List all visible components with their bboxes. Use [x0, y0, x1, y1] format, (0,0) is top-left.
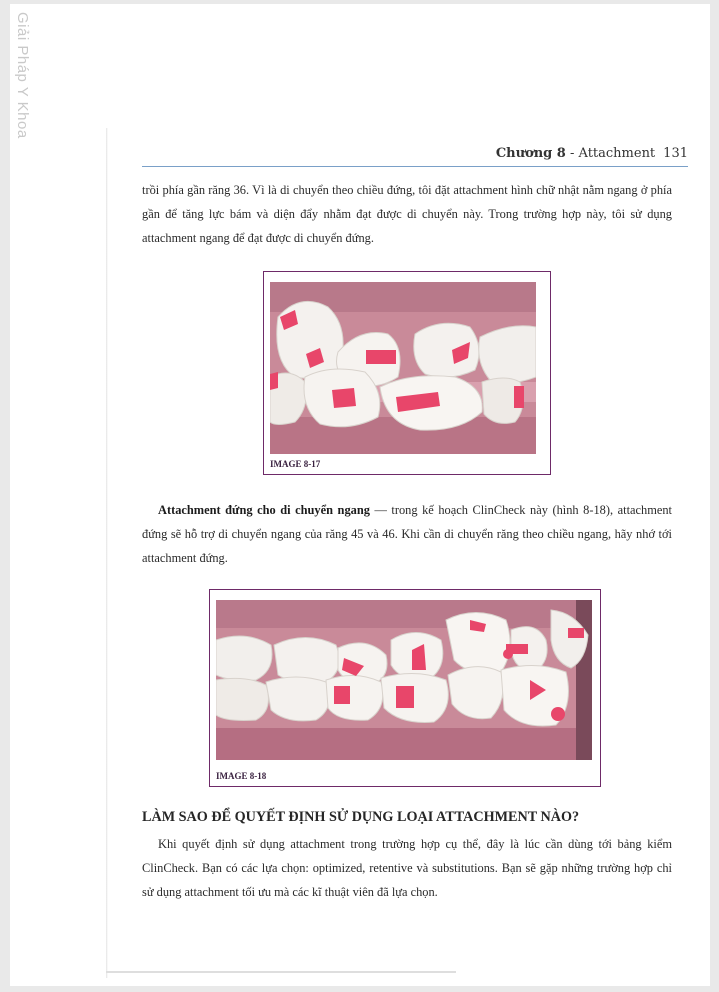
header-rule: [142, 166, 688, 167]
paragraph-3: Khi quyết định sử dụng attachment trong trường hợp cụ thể, đây là lúc cần dùng tới bảng kiểm ClinCheck. Bạn có các lựa chọn: optimized, retentive và substitutions. Bạn sẽ gặp những trường hợp chỉ sử dụng attachment tối ưu mà các kĩ thuật viên đã lựa chọn.: [142, 837, 672, 899]
paragraph-2-body: — trong kế hoạch ClinCheck này (hình 8-18), attachment đứng sẽ hỗ trợ di chuyển ngang của răng 45 và 46. Khi cần di chuyển răng theo chiều ngang, hãy nhớ tới attachment đứng.: [142, 503, 672, 565]
figure-image-8-18: [209, 589, 601, 787]
clincheck-render-8-17: [270, 282, 536, 454]
bottom-page-rule: [106, 971, 456, 973]
page-number: 131: [663, 146, 688, 161]
clincheck-render-8-18: [216, 600, 592, 760]
side-watermark: Giải Pháp Y Khoa: [14, 12, 31, 139]
running-header: [142, 146, 688, 161]
chapter-label: Chương 8: [495, 146, 566, 161]
paragraph-2-lead: Attachment đứng cho di chuyển ngang: [158, 503, 370, 517]
page-gutter-shadow: [106, 128, 108, 978]
figure-label-8-17: IMAGE 8-17: [270, 459, 321, 469]
chapter-topic: Attachment: [578, 146, 656, 161]
paragraph-1: trồi phía gần răng 36. Vì là di chuyển theo chiều đứng, tôi đặt attachment hình chữ nhật nằm ngang ở phía gần để tăng lực bám và diện đẩy nhằm đạt được di chuyển này. Trong trường hợp này, tôi sử dụng attachment ngang để đạt được di chuyển đứng.: [142, 183, 672, 245]
header-separator: -: [565, 146, 579, 161]
paragraph-2: [142, 498, 672, 570]
figure-label-8-18: IMAGE 8-18: [216, 771, 267, 781]
section-heading: LÀM SAO ĐỂ QUYẾT ĐỊNH SỬ DỤNG LOẠI ATTACHMENT NÀO?: [142, 809, 580, 825]
figure-image-8-17: [263, 271, 551, 475]
